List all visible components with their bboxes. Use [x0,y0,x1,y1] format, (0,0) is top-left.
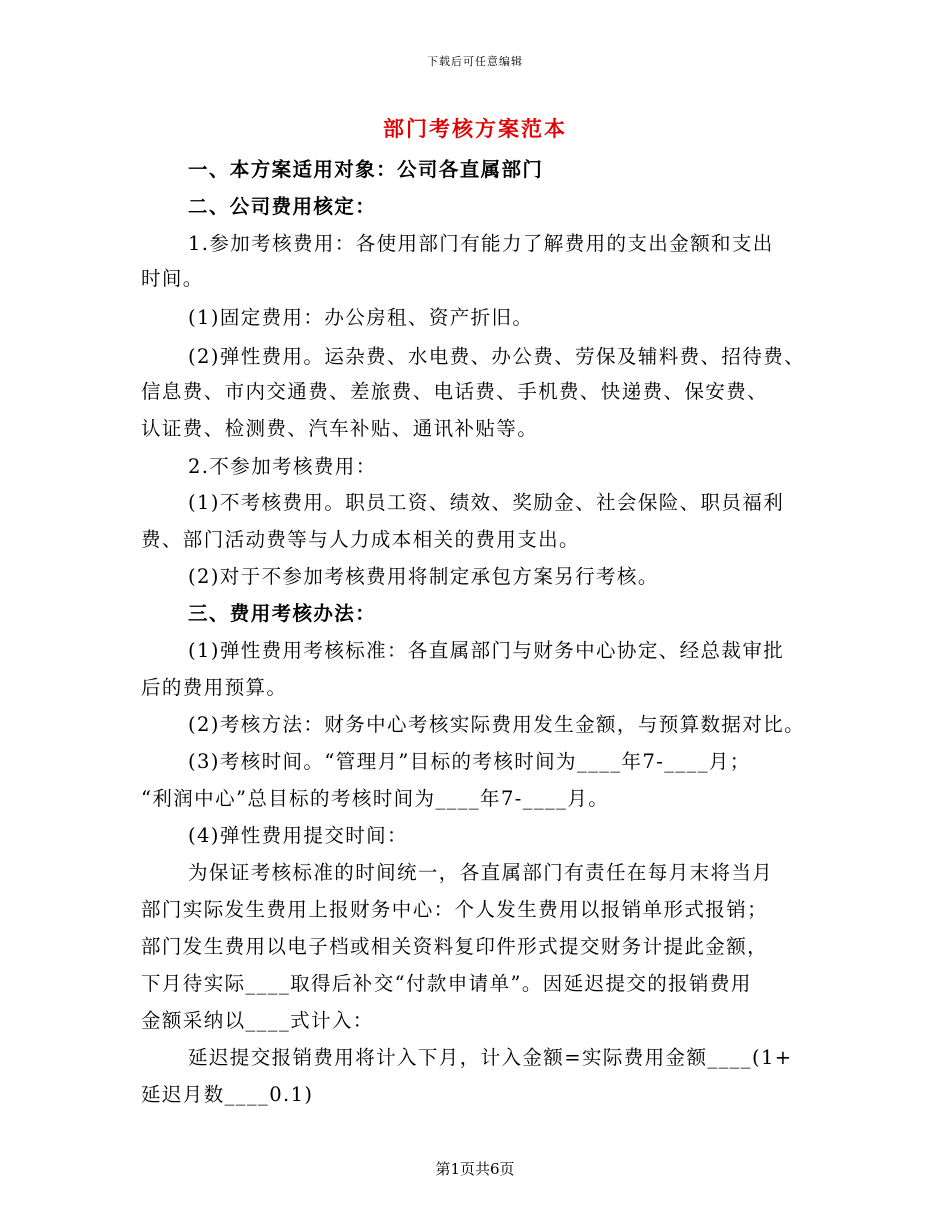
paragraph-line: 1.参加考核费用：各使用部门有能力了解费用的支出金额和支出 [188,232,774,255]
paragraph-line: (2)考核方法：财务中心考核实际费用发生金额，与预算数据对比。 [188,713,806,736]
paragraph-line: (3)考核时间。“管理月”目标的考核时间为____年7-____月； [188,750,751,773]
section-heading-2: 二、公司费用核定： [188,195,377,218]
paragraph-line: (1)固定费用：办公房租、资产折旧。 [188,306,534,329]
paragraph-line: 时间。 [141,267,204,290]
paragraph-line: “利润中心”总目标的考核时间为____年7-____月。 [141,787,610,810]
paragraph-line: 部门发生费用以电子档或相关资料复印件形式提交财务计提此金额， [141,935,769,958]
paragraph-line: 认证费、检测费、汽车补贴、通讯补贴等。 [141,417,539,440]
paragraph-line: 费、部门活动费等与人力成本相关的费用支出。 [141,528,580,551]
page-header: 下载后可任意编辑 [427,55,523,68]
page-footer: 第1页共6页 [435,1160,515,1178]
paragraph-line: 2.不参加考核费用： [188,455,377,478]
section-heading-1: 一、本方案适用对象：公司各直属部门 [188,158,544,181]
paragraph-line: 下月待实际____取得后补交“付款申请单”。因延迟提交的报销费用 [141,972,752,995]
paragraph-line: (2)弹性费用。运杂费、水电费、办公费、劳保及辅料费、招待费、 [188,345,806,368]
paragraph-line: (1)不考核费用。职员工资、绩效、奖励金、社会保险、职员福利 [188,491,785,514]
paragraph-line: (1)弹性费用考核标准：各直属部门与财务中心协定、经总裁审批 [188,639,785,662]
section-heading-3: 三、费用考核办法： [188,602,377,625]
paragraph-line: 延迟提交报销费用将计入下月，计入金额=实际费用金额____(1+ [188,1046,793,1069]
paragraph-line: 信息费、市内交通费、差旅费、电话费、手机费、快递费、保安费、 [141,380,769,403]
paragraph-line: (2)对于不参加考核费用将制定承包方案另行考核。 [188,565,659,588]
document-title: 部门考核方案范本 [383,116,567,141]
paragraph-line: 后的费用预算。 [141,676,288,699]
paragraph-line: (4)弹性费用提交时间： [188,824,408,847]
paragraph-line: 延迟月数____0.1) [141,1083,314,1106]
paragraph-line: 部门实际发生费用上报财务中心：个人发生费用以报销单形式报销； [141,898,769,921]
paragraph-line: 金额采纳以____式计入： [141,1009,374,1032]
paragraph-line: 为保证考核标准的时间统一，各直属部门有责任在每月末将当月 [188,861,774,884]
